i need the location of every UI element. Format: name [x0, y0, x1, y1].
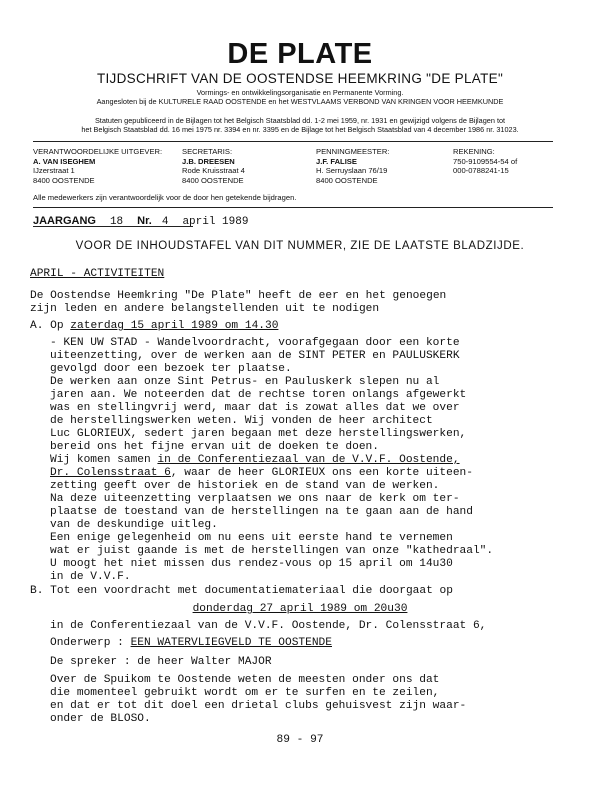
meeting-place: in de Conferentiezaal van de V.V.F. Oostende, — [157, 454, 460, 466]
text-line — [50, 467, 473, 480]
publisher-name: A. VAN ISEGHEM — [33, 156, 96, 166]
meeting-address: Dr. Colensstraat 6 — [50, 467, 171, 479]
article-heading-text: APRIL - ACTIVITEITEN — [30, 268, 165, 280]
paragraph-spuikom — [50, 674, 466, 726]
staff-secretary — [182, 147, 245, 185]
secretary-street: Rode Kruisstraat 4 — [182, 166, 245, 176]
treasurer-heading: PENNINGMEESTER: — [316, 147, 390, 156]
text-line: was en stellingvrij werd, maar dat is zowat alles dat we over — [50, 402, 460, 414]
text-span: Wij komen samen — [50, 454, 158, 466]
paragraph-werken — [50, 376, 466, 454]
text-line: zetting geeft over de historiek en de stand van de werken. — [50, 480, 440, 492]
divider-middle — [33, 207, 553, 208]
paragraph-ken-uw-stad — [50, 337, 460, 376]
text-line: die momenteel gebruikt wordt om er te surfen en te zeilen, — [50, 687, 440, 699]
text-line: uiteenzetting, over de werken aan de SINT PETER en PAULUSKERK — [50, 350, 460, 362]
issue-date: april 1989 — [182, 216, 249, 228]
masthead-line-vorming: Vormings- en ontwikkelingsorganisatie en Permanente Vorming. — [196, 88, 404, 97]
nr-value: 4 — [161, 216, 169, 228]
nr-label: Nr. — [137, 215, 152, 227]
statutes-line-1: Statuten gepubliceerd in de Bijlagen tot het Belgisch Staatsblad dd. 1-2 mei 1959, nr. 1931 en gewijzigd volgens de Bijlagen tot — [94, 116, 506, 125]
section-a-heading — [30, 320, 278, 333]
subject-label: Onderwerp : — [50, 637, 131, 649]
secretary-name: J.B. DREESEN — [182, 156, 235, 166]
section-a-label: A. Op — [30, 320, 71, 332]
staff-publisher — [33, 147, 162, 185]
secretary-heading: SECRETARIS: — [182, 147, 233, 156]
text-line: - KEN UW STAD - Wandelvoordracht, voorafgegaan door een korte — [50, 337, 460, 349]
masthead-line-aangesloten: Aangesloten bij de KULTURELE RAAD OOSTENDE en het WESTVLAAMS VERBOND VAN KRINGEN VOOR HEEMKUNDE — [96, 97, 504, 106]
text-line — [50, 454, 473, 467]
text-line: gevolgd door een bezoek ter plaatse. — [50, 363, 292, 375]
section-b-speaker: De spreker : de heer Walter MAJOR — [50, 656, 272, 668]
masthead-title: DE PLATE — [227, 38, 373, 70]
statutes-line-2: het Belgisch Staatsblad dd. 16 mei 1975 nr. 3394 en nr. 3395 en de Bijlage tot het Belgisch Staatsblad van 4 december 1986 nr. 31023. — [81, 125, 519, 134]
publisher-street: IJzerstraat 1 — [33, 166, 75, 176]
text-line: jaren aan. We noteerden dat de rechtse toren onlangs afgewerkt — [50, 389, 467, 401]
account-line-1: 750-9109554-54 of — [453, 156, 518, 166]
page-number: 89 - 97 — [276, 734, 324, 746]
subject-title: EEN WATERVLIEGVELD TE OOSTENDE — [130, 637, 332, 649]
text-line: Na deze uiteenzetting verplaatsen we ons naar de kerk om ter- — [50, 493, 460, 505]
section-b-subject-line — [50, 637, 332, 650]
text-line: de herstellingswerken weten. Wij vonden de heer architect — [50, 415, 433, 427]
text-span: , waar de heer GLORIEUX ons een korte uiteen- — [170, 467, 473, 479]
paragraph-gelegenheid — [50, 532, 493, 584]
staff-account — [453, 147, 517, 176]
publisher-city: 8400 OOSTENDE — [33, 175, 95, 185]
treasurer-city: 8400 OOSTENDE — [316, 175, 378, 185]
treasurer-name: J.F. FALISE — [316, 156, 357, 166]
treasurer-street: H. Serruyslaan 76/19 — [316, 166, 388, 176]
staff-treasurer — [316, 147, 389, 185]
divider-top — [33, 141, 553, 142]
publisher-heading: VERANTWOORDELIJKE UITGEVER: — [33, 147, 163, 156]
section-b-place: in de Conferentiezaal van de V.V.F. Oostende, Dr. Colensstraat 6, — [50, 620, 487, 632]
text-line: in de V.V.F. — [50, 571, 131, 583]
text-line: onder de BLOSO. — [50, 713, 151, 725]
masthead-subtitle: TIJDSCHRIFT VAN DE OOSTENDSE HEEMKRING "DE PLATE" — [96, 71, 504, 86]
article-heading — [30, 268, 164, 281]
account-heading: REKENING: — [453, 147, 495, 156]
article-intro — [30, 290, 446, 316]
section-b-heading: B. Tot een voordracht met documentatiemateriaal die doorgaat op — [30, 585, 453, 597]
staff-note: Alle medewerkers zijn verantwoordelijk voor de door hen getekende bijdragen. — [33, 193, 297, 202]
paragraph-samenkomst — [50, 454, 473, 493]
section-b-date: donderdag 27 april 1989 om 20u30 — [192, 603, 408, 615]
section-a-date: zaterdag 15 april 1989 om 14.30 — [70, 320, 279, 332]
intro-line: zijn leden en andere belangstellenden uit te nodigen — [30, 303, 380, 315]
jaargang-value: 18 — [109, 216, 124, 228]
text-line: plaatse de toestand van de herstellingen na te gaan aan de hand — [50, 506, 473, 518]
secretary-city: 8400 OOSTENDE — [182, 175, 244, 185]
text-line: van de deskundige uitleg. — [50, 519, 218, 531]
text-line: bereid ons het fijne ervan uit de doeken te doen. — [50, 441, 379, 453]
section-b-date-line — [0, 603, 600, 616]
text-line: Luc GLORIEUX, sedert jaren begaan met deze herstellingswerken, — [50, 428, 467, 440]
paragraph-verplaatsen — [50, 493, 473, 532]
intro-line: De Oostendse Heemkring "De Plate" heeft de eer en het genoegen — [30, 290, 447, 302]
toc-announcement: VOOR DE INHOUDSTAFEL VAN DIT NUMMER, ZIE DE LAATSTE BLADZIJDE. — [75, 240, 525, 252]
text-line: De werken aan onze Sint Petrus- en Pauluskerk slepen nu al — [50, 376, 440, 388]
text-line: wat er juist gaande is met de herstellingen van onze "kathedraal". — [50, 545, 494, 557]
text-line: Een enige gelegenheid om nu eens uit eerste hand te vernemen — [50, 532, 453, 544]
text-line: en dat er tot dit doel een drietal clubs gehuisvest zijn waar- — [50, 700, 467, 712]
account-line-2: 000-0788241-15 — [453, 166, 509, 176]
text-line: Over de Spuikom te Oostende weten de meesten onder ons dat — [50, 674, 440, 686]
text-line: U moogt het niet missen dus rendez-vous op 15 april om 14u30 — [50, 558, 453, 570]
issue-underline — [33, 226, 193, 227]
jaargang-label: JAARGANG — [33, 215, 96, 227]
